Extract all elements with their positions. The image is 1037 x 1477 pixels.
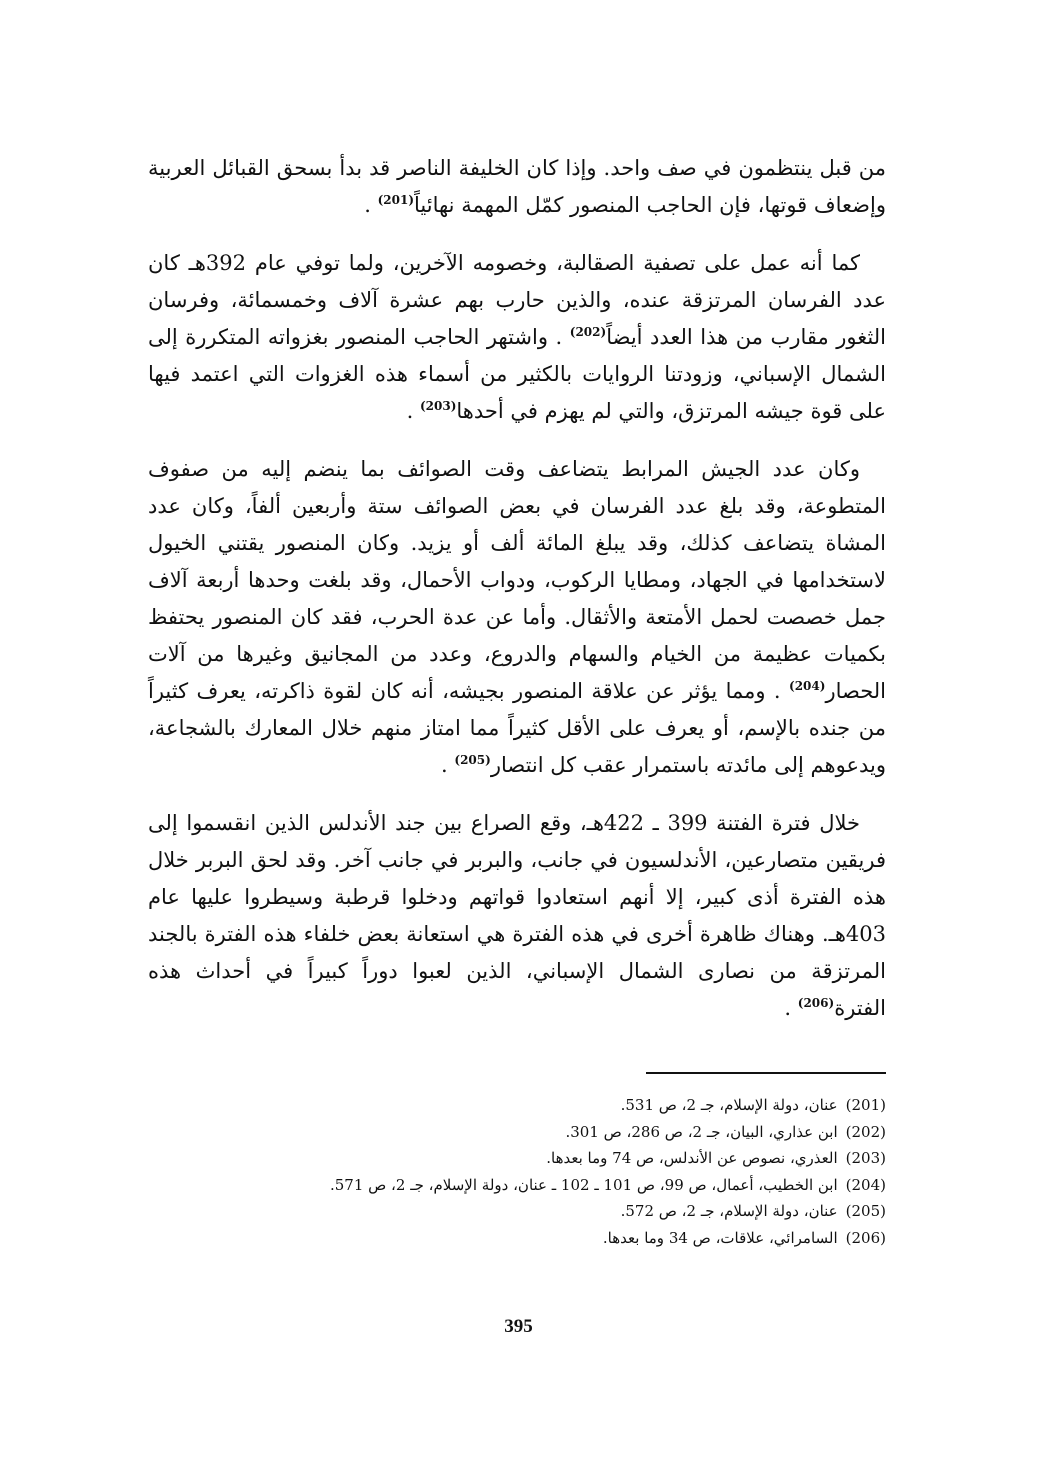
footnote-text: ابن الخطيب، أعمال، ص 99، ص 101 ـ 102 ـ عنان، دولة الإسلام، جـ 2، ص 571.	[329, 1175, 838, 1194]
paragraph-text: خلال فترة الفتنة 399 ـ 422هـ، وقع الصراع بين جند الأندلس الذين انقسموا إلى فريقين متصارعين، الأندلسيون في جانب، والبربر في جانب آخر. وقد لحق البربر خلال هذه الفترة أذى كبير، إلا أنهم استعادوا قواتهم ودخلوا قرطبة وسيطروا عليها عام 403هـ. وهناك ظاهرة أخرى في هذه الفترة هي استعانة بعض خلفاء هذه الفترة بالجند المرتزقة من نصارى الشمال الإسباني، الذين لعبوا دوراً كبيراً في أحداث هذه الفترة	[148, 811, 886, 1020]
paragraph-3	[148, 451, 886, 784]
footnote-item	[148, 1225, 886, 1252]
paragraph-4	[148, 805, 886, 1027]
paragraph-end: .	[406, 399, 414, 423]
footnote-text: عنان، دولة الإسلام، جـ 2، ص 531.	[620, 1096, 838, 1114]
paragraph-end: .	[441, 753, 448, 777]
footnote-text: العذري، نصوص عن الأندلس، ص 74 وما بعدها.	[546, 1149, 838, 1167]
footnote-number: (206)	[845, 1228, 886, 1247]
paragraph-1	[148, 150, 886, 224]
paragraph-2	[148, 245, 886, 430]
footnote-text: ابن عذاري، البيان، جـ 2، ص 286، ص 301.	[565, 1122, 838, 1141]
footnote-number: (202)	[845, 1122, 886, 1141]
footnote-ref-205: (205)	[454, 753, 491, 767]
paragraph-text: كما أنه عمل على تصفية الصقالبة، وخصومه الآخرين، ولما توفي عام 392هـ كان عدد الفرسان المرتزقة عنده، والذين حارب بهم عشرة آلاف وخمسمائة، وفرسان الثغور مقارب من هذا العدد أيضاً	[148, 251, 886, 349]
footnote-ref-204: (204)	[789, 679, 826, 693]
footnote-item	[148, 1145, 886, 1172]
footnote-item	[148, 1172, 886, 1199]
footnote-number: (204)	[845, 1175, 886, 1194]
footnote-ref-202: (202)	[569, 325, 607, 339]
paragraph-text-continued: . واشتهر الحاجب المنصور بغزواته المتكررة إلى الشمال الإسباني، وزودتنا الروايات بالكثير من أسماء هذه الغزوات التي اعتمد فيها على قوة جيشه المرتزق، والتي لم يهزم في أحدها	[148, 325, 886, 423]
paragraph-end: .	[784, 996, 792, 1020]
footnote-item	[148, 1119, 886, 1146]
footnote-text: السامرائي، علاقات، ص 34 وما بعدها.	[602, 1228, 838, 1247]
footnote-ref-201: (201)	[377, 193, 415, 207]
footnote-item	[148, 1092, 886, 1119]
footnote-number: (203)	[845, 1149, 886, 1167]
paragraph-text: وكان عدد الجيش المرابط يتضاعف وقت الصوائف بما ينضم إليه من صفوف المتطوعة، وقد بلغ عدد الفرسان في بعض الصوائف ستة وأربعين ألفاً، وكان عدد المشاة يتضاعف كذلك، وقد يبلغ المائة ألف أو يزيد. وكان المنصور يقتني الخيول لاستخدامها في الجهاد، ومطايا الركوب، ودواب الأحمال، وقد بلغت وحدها أربعة آلاف جمل خصصت لحمل الأمتعة والأثقال. وأما عن عدة الحرب، فقد كان المنصور يحتفظ بكميات عظيمة من الخيام والسهام والدروع، وعدد من المجانيق وغيرها من آلات الحصار	[148, 457, 886, 703]
footnotes	[148, 1092, 886, 1251]
paragraph-text-continued: . ومما يؤثر عن علاقة المنصور بجيشه، أنه كان لقوة ذاكرته، يعرف كثيراً من جنده بالإسم، أو يعرف على الأقل كثيراً مما امتاز منهم خلال المعارك بالشجاعة، ويدعوهم إلى مائدته باستمرار عقب كل انتصار	[148, 679, 886, 777]
footnote-item	[148, 1198, 886, 1225]
page-number: 395	[504, 1316, 533, 1337]
footnote-number: (205)	[845, 1202, 886, 1220]
footnote-number: (201)	[845, 1096, 886, 1114]
footnote-ref-206: (206)	[797, 996, 835, 1010]
footnote-separator	[646, 1072, 886, 1074]
body-text	[148, 150, 886, 1048]
footnote-ref-203: (203)	[419, 399, 457, 413]
footnote-text: عنان، دولة الإسلام، جـ 2، ص 572.	[620, 1202, 838, 1220]
paragraph-end: .	[364, 193, 371, 217]
paragraph-text: من قبل ينتظمون في صف واحد. وإذا كان الخليفة الناصر قد بدأ بسحق القبائل العربية وإضعاف قوتها، فإن الحاجب المنصور كمّل المهمة نهائياً	[148, 156, 887, 217]
